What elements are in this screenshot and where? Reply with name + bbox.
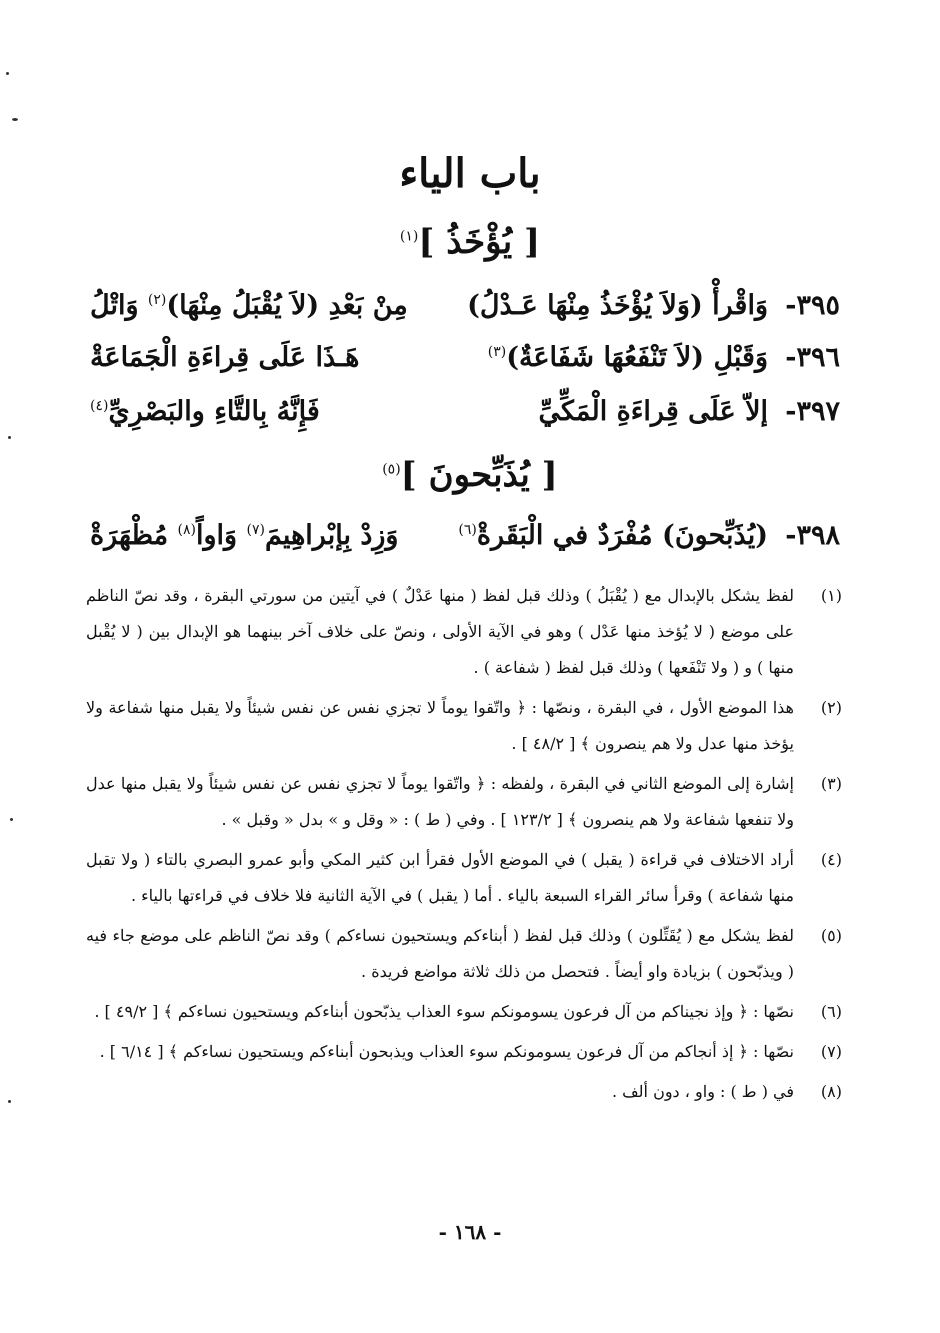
verse-first-hemistich: وَاقْرأْ (وَلاَ يُؤْخَذُ مِنْهَا عَـدْلُ)	[467, 290, 768, 321]
footnote-ref: (٤)	[90, 398, 109, 414]
verse-number: ٣٩٧-	[785, 396, 840, 427]
footnote-text: أراد الاختلاف في قراءة ( يقبل ) في الموضع الأول فقرأ ابن كثير المكي وأبو عمرو البصري بالتاء ( ولا تقبل منها شفاعة ) وقرأ سائر القراء السبعة بالياء . أما ( يقبل ) في الآية الثانية فلا خلاف في قراءتها بالياء .	[86, 850, 794, 905]
verse-396	[90, 342, 840, 392]
footnote-text: نصّها : ﴿ وإذ نجيناكم من آل فرعون يسومونكم سوء العذاب يذبّحون أبناءكم ويستحيون نساءكم ﴾ [ ٤٩/٢ ] .	[94, 1002, 794, 1021]
footnote-ref: (٢)	[147, 292, 167, 308]
hemistich-end: وَاتْلُ	[90, 290, 139, 321]
footnote-text: إشارة إلى الموضع الثاني في البقرة ، ولفظه : ﴿ واتّقوا يوماً لا تجزي نفس عن نفس شيئاً ولا يقبل منها عدل ولا تنفعها شفاعة ولا هم ينصرون ﴾ [ ١٢٣/٢ ] . وفي ( ط ) : « وقل و » بدل « وقبل » .	[86, 774, 795, 829]
heading-text: [ يُذَبِّحونَ ]	[400, 455, 558, 495]
footnote-number: (٤)	[820, 850, 842, 869]
scan-speck	[6, 72, 9, 75]
footnote-number: (٥)	[820, 926, 842, 945]
hemistich-mid: وَاواً	[195, 520, 238, 551]
footnote	[86, 766, 842, 838]
scan-speck	[8, 436, 11, 439]
scan-speck	[10, 818, 13, 821]
footnote-ref: (٨)	[177, 522, 196, 538]
footnote-number: (٧)	[820, 1042, 842, 1061]
section-heading-yudhabbihun	[0, 455, 940, 495]
verse-398	[90, 520, 840, 570]
footnote-text: لفظ يشكل بالإبدال مع ( يُقْبَلُ ) وذلك قبل لفظ ( منها عَدْلٌ ) في آيتين من سورتي البقرة ، وقد نصّ الناظم على موضع ( لا يُؤخذ منها عَدْل ) وهو في الآية الأولى ، ونصّ على خلاف آخر بينهما هو الإبدال بين ( لا يُقْبل منها ) و ( ولا تَنْفَعها ) وذلك قبل لفظ ( شفاعة ) .	[86, 586, 794, 677]
verse-second-hemistich	[90, 396, 320, 427]
footnote-text: نصّها : ﴿ إذ أنجاكم من آل فرعون يسومونكم سوء العذاب ويذبحون أبناءكم ويستحيون نساءكم ﴾ [ ٦/١٤ ] .	[99, 1042, 794, 1061]
footnote	[86, 918, 842, 990]
hemistich-text: (يُذَبِّحونَ) مُفْرَدٌ في الْبَقَرةْ	[476, 520, 768, 551]
footnote-ref: (٦)	[458, 522, 477, 538]
verse-first-hemistich	[488, 342, 768, 373]
chapter-title: باب الياء	[399, 150, 541, 197]
hemistich-text: فَإِنَّهُ بِالتَّاءِ والبَصْرِيِّ	[108, 396, 320, 427]
footnote-number: (١)	[820, 586, 842, 605]
footnote	[86, 842, 842, 914]
footnote	[86, 1074, 842, 1110]
footnote-number: (٢)	[820, 698, 842, 717]
scan-speck	[8, 1100, 11, 1103]
footnote-number: (٦)	[820, 1002, 842, 1021]
verse-397	[90, 396, 840, 446]
hemistich-text: وَقَبْلِ (لاَ تَنْفَعُهَا شَفَاعَةٌ)	[506, 342, 768, 373]
footnote-text: لفظ يشكل مع ( يُقَتِّلون ) وذلك قبل لفظ ( أبناءكم ويستحيون نساءكم ) وقد نصّ الناظم على موضع جاء فيه ( ويذبّحون ) بزيادة واو أيضاً . فتحصل من ذلك ثلاثة مواضع فريدة .	[86, 926, 795, 981]
footnote	[86, 994, 842, 1030]
verse-second-hemistich: هَـذَا عَلَى قِراءَةِ الْجَمَاعَةْ	[90, 342, 360, 373]
section-heading-yukhadh	[0, 222, 940, 262]
footnote	[86, 578, 842, 686]
verse-395	[90, 290, 840, 340]
verse-second-hemistich	[90, 290, 408, 321]
footnote-number: (٣)	[820, 774, 842, 793]
hemistich-end: مُظْهَرَةْ	[90, 520, 169, 551]
scan-speck	[12, 118, 18, 121]
verse-first-hemistich: إلاّ عَلَى قِراءَةِ الْمَكِّيِّ	[538, 396, 768, 427]
page-number: - ١٦٨ -	[438, 1220, 502, 1244]
hemistich-text: وَزِدْ بِإبْراهِيمَ	[264, 520, 399, 551]
verse-number: ٣٩٨-	[785, 520, 840, 551]
footnote-number: (٨)	[820, 1082, 842, 1101]
heading-text: [ يُؤْخَذُ ]	[418, 222, 541, 262]
verse-first-hemistich	[458, 520, 768, 551]
verse-second-hemistich	[90, 520, 398, 551]
footnote-ref: (٥)	[382, 461, 401, 478]
footnotes	[86, 578, 842, 1114]
verse-number: ٣٩٥-	[785, 290, 840, 321]
footnote-ref: (٣)	[487, 344, 507, 360]
verse-number: ٣٩٦-	[785, 342, 840, 373]
footnote-text: هذا الموضع الأول ، في البقرة ، ونصّها : ﴿ واتّقوا يوماً لا تجزي نفس عن نفس شيئاً ولا يقبل منها شفاعة ولا يؤخذ منها عدل ولا هم ينصرون ﴾ [ ٤٨/٢ ] .	[86, 698, 794, 753]
hemistich-text: مِنْ بَعْدِ (لاَ يُقْبَلُ مِنْهَا)	[166, 290, 408, 321]
footnote	[86, 1034, 842, 1070]
footnote-text: في ( ط ) : واو ، دون ألف .	[611, 1082, 794, 1101]
footnote-ref: (٧)	[246, 522, 265, 538]
footnote	[86, 690, 842, 762]
footnote-ref: (١)	[399, 228, 419, 245]
